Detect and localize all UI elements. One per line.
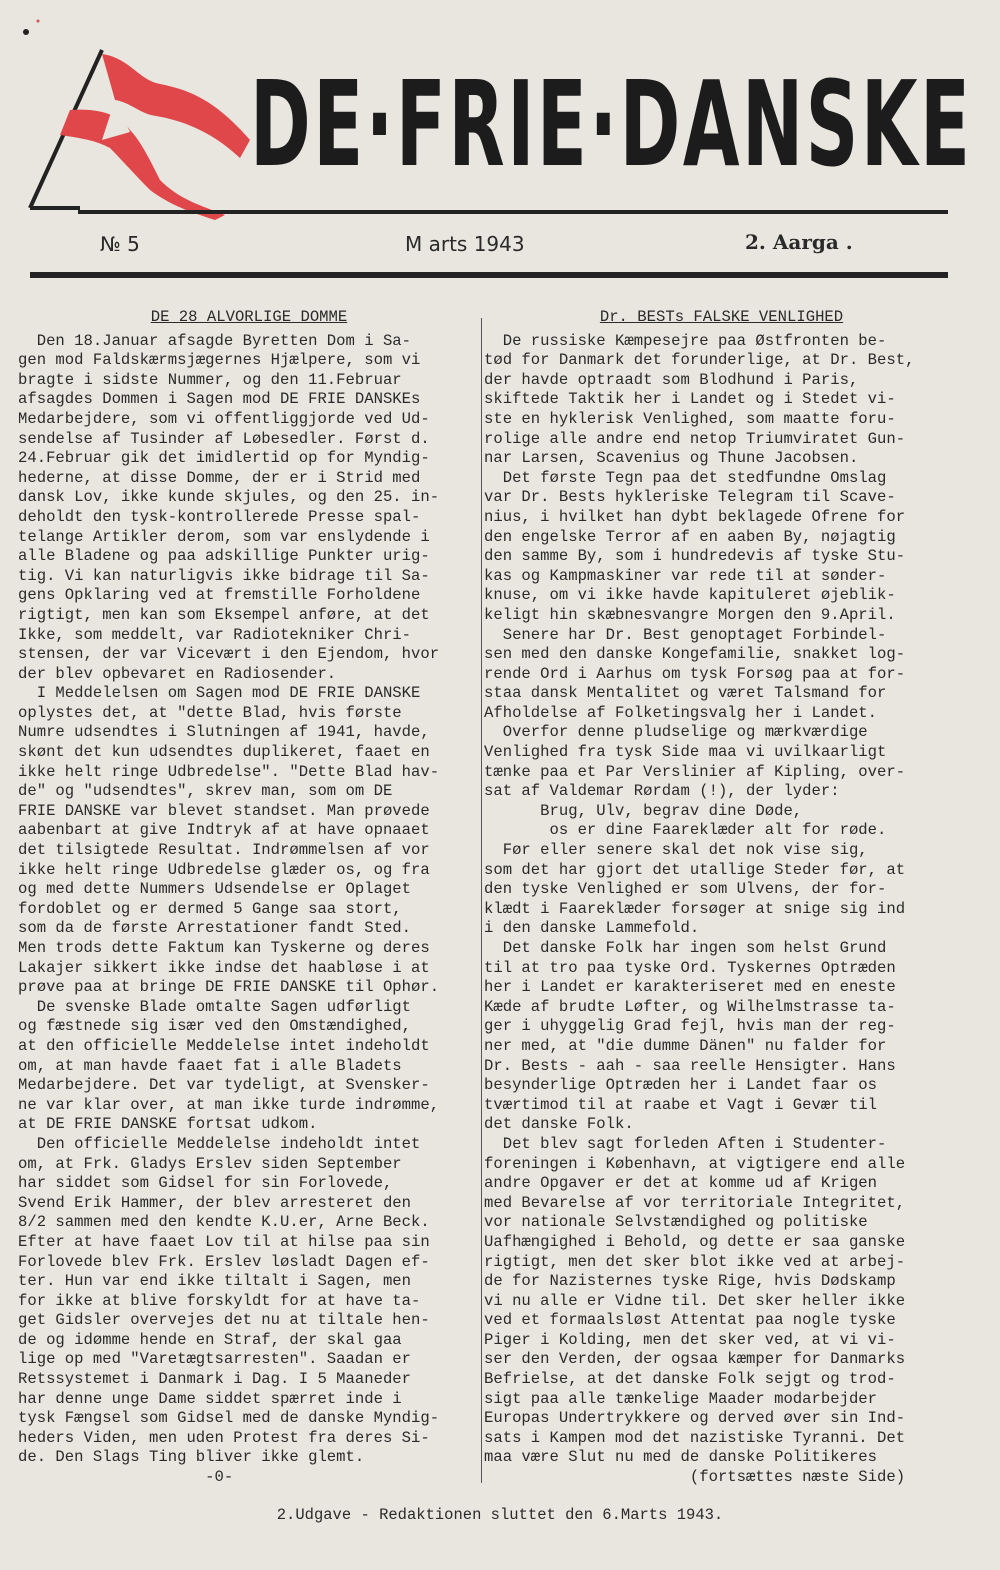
text-line: De svenske Blade omtalte Sagen udførligt: [18, 997, 412, 1016]
text-line: vi nu alle er Vidne til. Det sker heller ikke: [484, 1291, 906, 1310]
text-line: nius, i hvilket han dybt beklagede Ofrene for: [484, 507, 906, 526]
header-rule: [30, 272, 948, 278]
text-line: gen mod Faldskærmsjægernes Hjælpere, som vi: [18, 351, 421, 370]
text-line: har denne unge Dame siddet spærret inde i: [18, 1389, 402, 1408]
text-line: Lakajer sikkert ikke indse det haabløse i at: [18, 958, 430, 977]
text-line: ser den Verden, der ogsaa kæmper for Danmarks: [484, 1350, 906, 1369]
text-line: deholdt den tysk-kontrollerede Presse spal-: [18, 507, 421, 526]
text-line: Det første Tegn paa det stedfundne Omslag: [484, 468, 887, 487]
text-line: skiftede Taktik her i Landet og i Stedet vi-: [484, 390, 896, 409]
text-line: Numre udsendtes i Slutningen af 1941, havde,: [18, 723, 430, 742]
text-line: Kæde af brudte Løfter, og Wilhelmstrasse ta-: [484, 997, 896, 1016]
text-line: den samme By, som i hundredevis af tyske Stu-: [484, 547, 906, 566]
text-line: Ikke, som meddelt, var Radiotekniker Chri-: [18, 625, 412, 644]
text-line: nar Larsen, Scavenius og Thune Jacobsen.: [484, 449, 859, 468]
text-line: get Gidsler overvejes det nu at tiltale hen-: [18, 1311, 430, 1330]
text-line: i den danske Lammefold.: [484, 919, 700, 938]
text-line: maa være Slut nu med de danske Politikeres: [484, 1448, 878, 1467]
text-line: stensen, der var Vicevært i den Ejendom, hvor: [18, 645, 440, 664]
footer-note: 2.Udgave - Redaktionen sluttet den 6.Marts 1943.: [276, 1506, 724, 1524]
text-line: tværtimod til at raabe et Vagt i Gevær til: [484, 1095, 878, 1114]
text-line: Uafhængighed i Behold, og dette er saa ganske: [484, 1232, 906, 1251]
text-line: tig. Vi kan naturligvis ikke bidrage til Sa-: [18, 566, 430, 585]
text-line: den tyske Venlighed er som Ulvens, der for-: [484, 880, 887, 899]
text-line: (fortsættes næste Side): [484, 1468, 906, 1487]
text-line: sigt paa alle tænkelige Maader modarbejder: [484, 1389, 878, 1408]
text-line: ger i uhyggelig Grad fejl, hvis man der reg-: [484, 1017, 896, 1036]
issue-number: № 5: [100, 232, 140, 256]
text-line: knuse, om vi ikke havde kapituleret øjeblik-: [484, 586, 896, 605]
text-line: dansk Lov, ikke kunde skjules, og den 25. in-: [18, 488, 440, 507]
column-divider: [481, 318, 482, 1483]
text-line: og med dette Nummers Udsendelse er Oplaget: [18, 880, 412, 899]
text-line: Det danske Folk har ingen som helst Grund: [484, 939, 887, 957]
text-line: at DE FRIE DANSKE fortsat udkom.: [18, 1115, 318, 1134]
text-line: Medarbejdere, som vi offentliggjorde ved Ud-: [18, 409, 430, 428]
text-line: Medarbejdere. Det var tydeligt, at Svensker-: [18, 1076, 430, 1095]
text-line: Senere har Dr. Best genoptaget Forbindel-: [484, 625, 887, 644]
left-column: [18, 308, 480, 1488]
text-line: FRIE DANSKE var blevet standset. Man prøvede: [18, 801, 430, 820]
text-line: -0-: [18, 1468, 234, 1487]
masthead-rule: [78, 210, 948, 214]
text-line: kas og Kampmaskiner var rede til at sønder-: [484, 566, 887, 585]
text-line: lige op med "Varetægtsarresten". Saadan er: [18, 1350, 412, 1369]
text-line: ved et formaalsløst Attentat paa nogle tyske: [484, 1311, 896, 1330]
text-line: var Dr. Bests hykleriske Telegram til Scave-: [484, 488, 896, 507]
text-line: den engelske Terror af en aaben By, nøjagtig: [484, 527, 896, 546]
text-line: Befrielse, at det danske Folk sejgt og trod-: [484, 1370, 896, 1389]
text-line: der blev opbevaret en Radiosender.: [18, 664, 337, 683]
text-line: at den officielle Meddelelse intet indeholdt: [18, 1036, 430, 1055]
text-line: ter. Hun var end ikke tiltalt i Sagen, men: [18, 1272, 412, 1291]
text-line: de" og "udsendtes", skrev man, som om DE: [18, 782, 393, 801]
text-line: Brug, Ulv, begrav dine Døde,: [484, 801, 803, 820]
left-article-body: [18, 332, 480, 1488]
text-line: Forlovede blev Frk. Erslev løsladt Dagen ef-: [18, 1252, 430, 1271]
danish-flag-icon: [20, 40, 260, 220]
text-line: ikke helt ringe Udbredelse". "Dette Blad hav-: [18, 762, 440, 781]
text-line: om, at Frk. Gladys Erslev siden September: [18, 1154, 402, 1173]
text-line: telange Artikler derom, som var enslydende i: [18, 527, 430, 546]
text-line: Den officielle Meddelelse indeholdt intet: [18, 1134, 421, 1153]
text-line: og fæstnede sig især ved den Omstændighed,: [18, 1017, 412, 1036]
text-line: Piger i Kolding, men det sker ved, at vi vi-: [484, 1330, 896, 1349]
text-line: ne var klar over, at man ikke turde indrømme,: [18, 1095, 440, 1114]
text-line: som da de første Arrestationer fandt Sted.: [18, 919, 412, 938]
text-line: andre Opgaver er det at komme ud af Krigen: [484, 1174, 878, 1193]
text-line: Afholdelse af Folketingsvalg her i Landet.: [484, 703, 878, 722]
text-line: har siddet som Gidsel for sin Forlovede,: [18, 1174, 393, 1193]
text-line: Det blev sagt forleden Aften i Studenter-: [484, 1134, 887, 1153]
text-line: for ikke at blive forskyldt for at have ta-: [18, 1291, 421, 1310]
text-line: bragte i sidste Nummer, og den 11.Februar: [18, 370, 402, 389]
text-line: prøve paa at bringe DE FRIE DANSKE til Ophør.: [18, 978, 440, 997]
text-line: Europas Undertrykkere og derved øver sin Ind-: [484, 1409, 906, 1428]
right-article-body: [484, 332, 959, 1488]
text-line: sat af Valdemar Rørdam (!), der lyder:: [484, 782, 840, 801]
text-line: klædt i Faareklæder forsøger at snige sig ind: [484, 899, 906, 918]
text-line: Før eller senere skal det nok vise sig,: [484, 841, 868, 860]
text-line: foreningen i København, at vigtigere end alle: [484, 1154, 906, 1173]
text-line: Venlighed fra tysk Side maa vi uvilkaarligt: [484, 743, 887, 762]
text-line: sats i Kampen mod det nazistiske Tyranni. Det: [484, 1428, 906, 1447]
right-article-heading: Dr. BESTs FALSKE VENLIGHED: [599, 308, 844, 326]
text-line: aabenbart at give Indtryk af at have opnaaet: [18, 821, 430, 840]
text-line: rolige alle andre end netop Triumviratet Gun-: [484, 429, 906, 448]
text-line: her i Landet er karakteriseret med en eneste: [484, 978, 896, 997]
text-line: staa dansk Mentalitet og været Talsmand for: [484, 684, 887, 703]
right-column: [484, 308, 959, 1488]
text-line: afsagdes Dommen i Sagen mod DE FRIE DANSKEs: [18, 390, 421, 409]
text-line: Den 18.Januar afsagde Byretten Dom i Sa-: [18, 331, 412, 350]
text-line: Svend Erik Hammer, der blev arresteret den: [18, 1193, 412, 1212]
text-line: I Meddelelsen om Sagen mod DE FRIE DANSKE: [18, 684, 421, 703]
text-line: hederne, at disse Domme, der er i Strid med: [18, 468, 421, 487]
left-article-heading: DE 28 ALVORLIGE DOMME: [150, 308, 348, 326]
text-line: skønt det kun udsendtes duplikeret, faaet en: [18, 743, 430, 762]
text-line: rende Ord i Aarhus om tysk Forsøg paa at for-: [484, 664, 906, 683]
text-line: besynderlige Optræden her i Landet faar os: [484, 1076, 878, 1095]
text-line: rigtigt, men det sker blot ikke ved at arbej-: [484, 1252, 906, 1271]
text-line: ner med, at "die dumme Dänen" nu falder for: [484, 1036, 887, 1055]
text-line: det tilsigtede Resultat. Indrømmelsen af vor: [18, 841, 430, 860]
text-line: heders Viden, men uden Protest fra deres Si-: [18, 1428, 430, 1447]
issue-date: M arts 1943: [405, 232, 525, 256]
text-line: fordoblet og er dermed 5 Gange saa stort,: [18, 899, 402, 918]
text-line: Overfor denne pludselige og mærkværdige: [484, 723, 868, 742]
text-line: de og idømme hende en Straf, der skal gaa: [18, 1330, 402, 1349]
text-line: ikke helt ringe Udbredelse glæder os, og fra: [18, 860, 430, 879]
text-line: der havde optraadt som Blodhund i Paris,: [484, 370, 859, 389]
text-line: tysk Fængsel som Gidsel med de danske Myndig-: [18, 1409, 440, 1428]
text-line: sen med den danske Kongefamilie, snakket log-: [484, 645, 906, 664]
text-line: Men trods dette Faktum kan Tyskerne og deres: [18, 939, 430, 957]
text-line: det danske Folk.: [484, 1115, 634, 1134]
issue-volume: 2. Aarga .: [745, 230, 853, 254]
text-line: med Bevarelse af vor territoriale Integritet,: [484, 1193, 906, 1212]
masthead-title: DE·FRIE·DANSKE: [250, 55, 973, 193]
text-line: som det har gjort det utallige Steder før, at: [484, 860, 906, 879]
text-line: rigtigt, men kan som Eksempel anføre, at det: [18, 605, 430, 624]
text-line: ste en hyklerisk Venlighed, som maatte foru-: [484, 409, 896, 428]
text-line: tænke paa et Par Verslinier af Kipling, over-: [484, 762, 906, 781]
text-line: 24.Februar gik det imidlertid op for Myndig-: [18, 449, 430, 468]
text-line: gens Opklaring ved at fremstille Forholdene: [18, 586, 421, 605]
text-line: De russiske Kæmpesejre paa Østfronten be-: [484, 331, 887, 350]
text-line: alle Bladene og paa adskillige Punkter urig-: [18, 547, 430, 566]
text-line: Efter at have faaet Lov til at hilse paa sin: [18, 1232, 430, 1251]
text-line: keligt hin skæbnesvangre Morgen den 9.April.: [484, 605, 896, 624]
text-line: Dr. Bests - aah - saa reelle Hensigter. Hans: [484, 1056, 896, 1075]
text-line: tød for Danmark det forunderlige, at Dr. Best,: [484, 351, 915, 370]
text-line: til at tro paa tyske Ord. Tyskernes Optræden: [484, 958, 896, 977]
text-line: sendelse af Tusinder af Løbesedler. Først d.: [18, 429, 430, 448]
text-line: os er dine Faareklæder alt for røde.: [484, 821, 887, 840]
text-line: vor nationale Selvstændighed og politiske: [484, 1213, 868, 1232]
text-line: om, at man havde faaet fat i alle Bladets: [18, 1056, 402, 1075]
text-line: 8/2 sammen med den kendte K.U.er, Arne Beck.: [18, 1213, 430, 1232]
text-line: oplystes det, at "dette Blad, hvis første: [18, 703, 402, 722]
text-line: de. Den Slags Ting bliver ikke glemt.: [18, 1448, 365, 1467]
text-line: Retssystemet i Danmark i Dag. I 5 Maaneder: [18, 1370, 412, 1389]
text-line: de for Nazisternes tyske Rige, hvis Dødskamp: [484, 1272, 896, 1291]
